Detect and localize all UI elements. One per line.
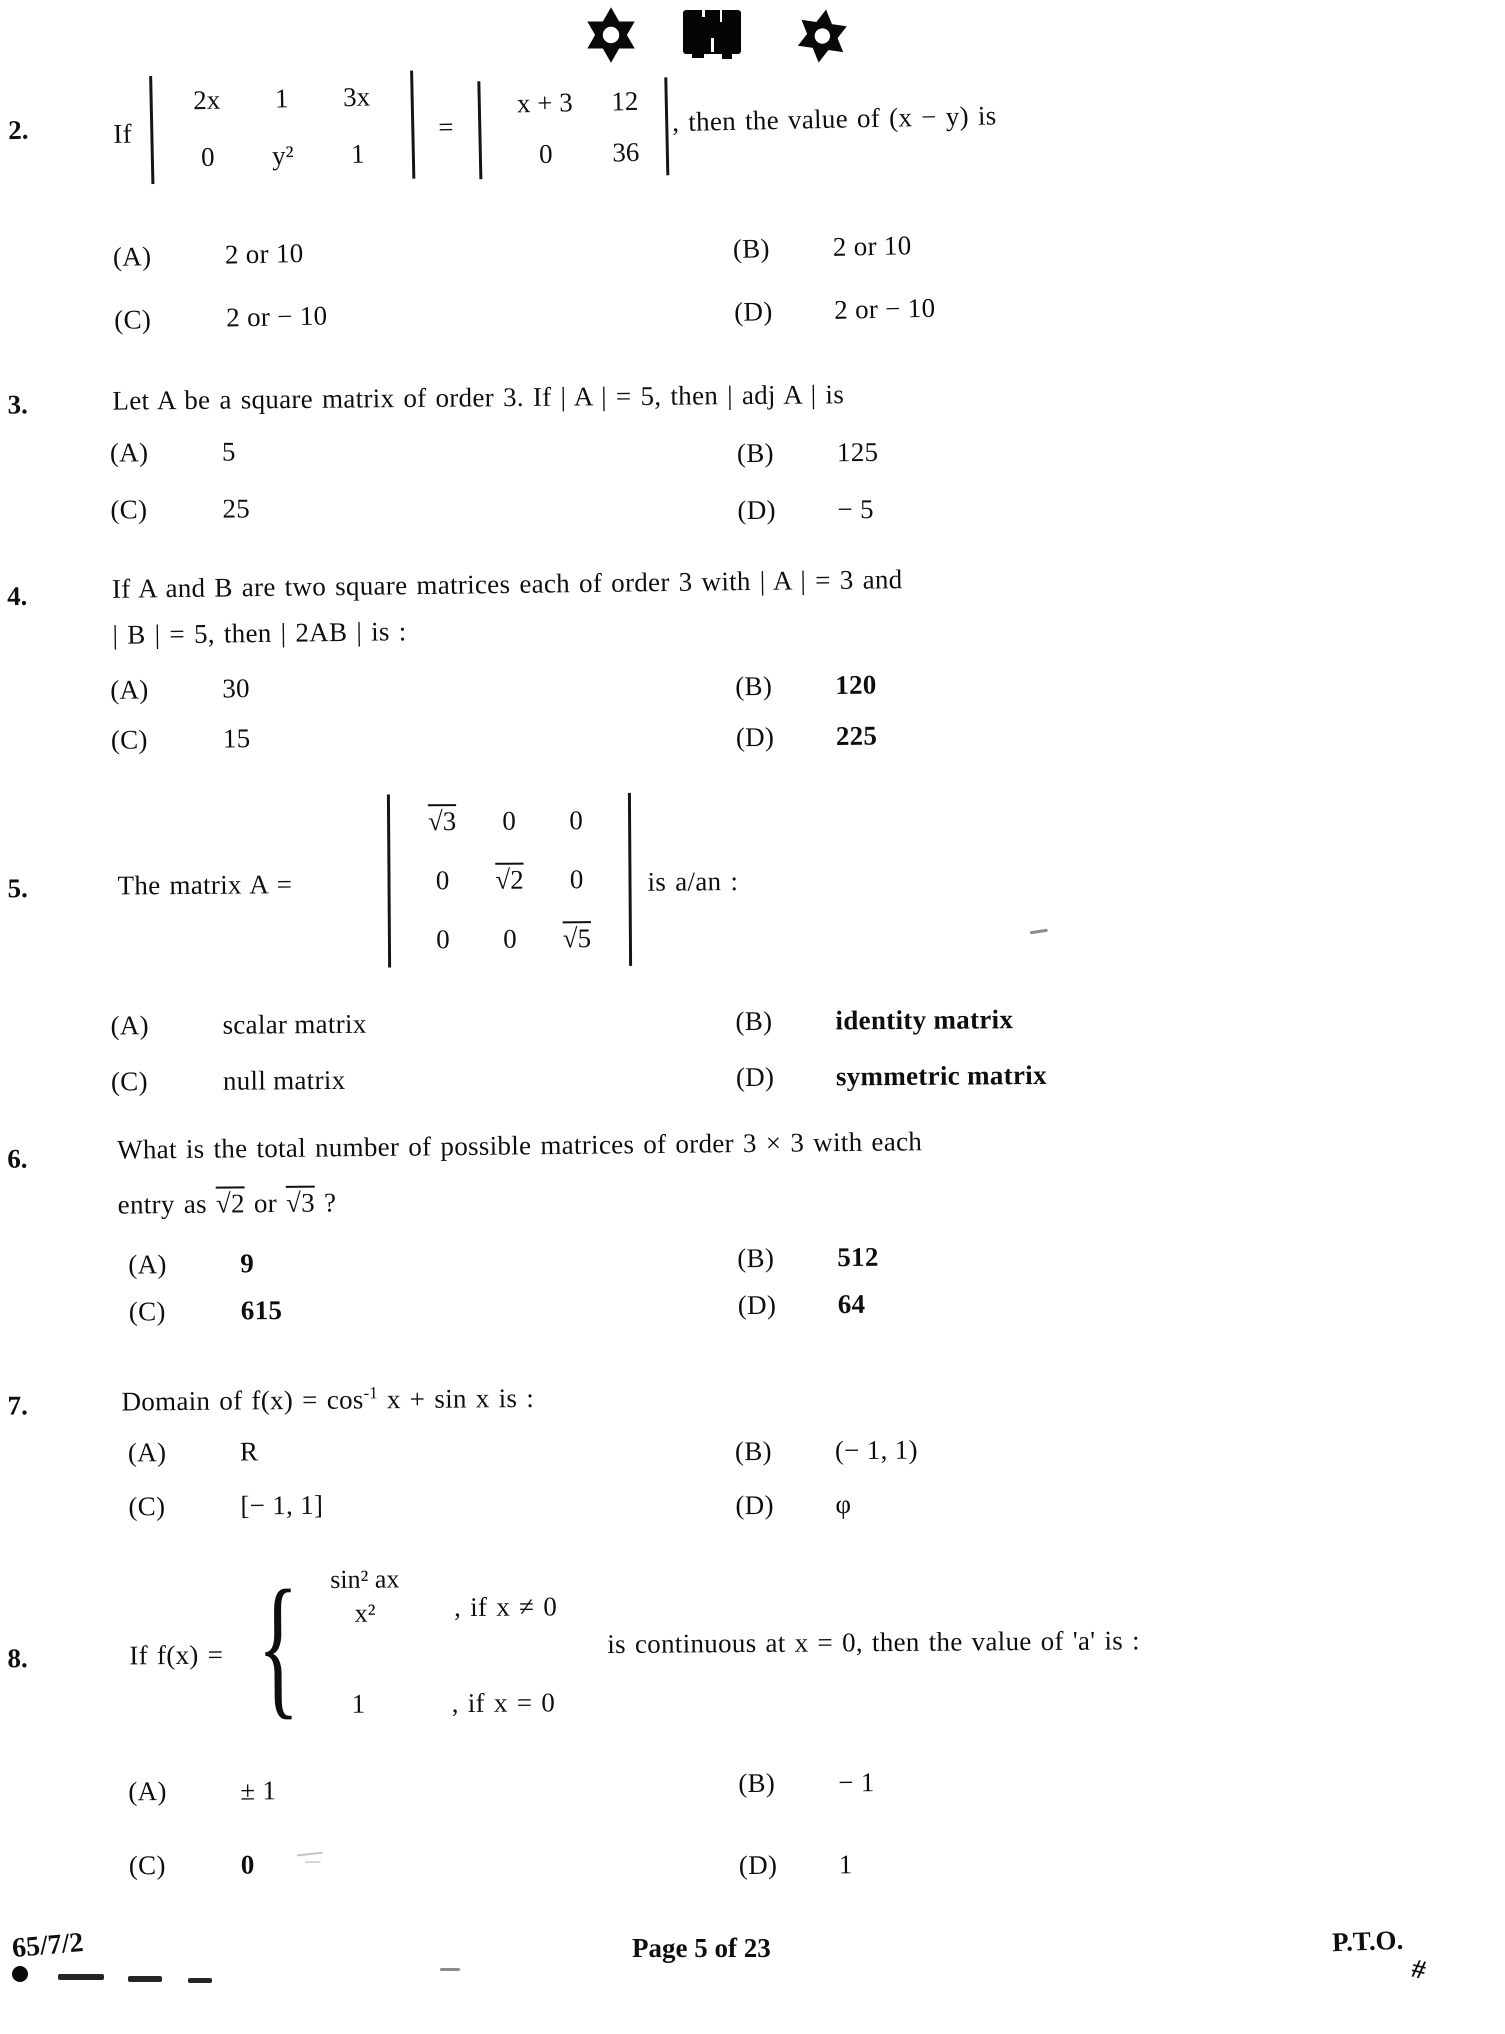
matrix-a xyxy=(387,793,632,968)
option-a xyxy=(128,1436,259,1468)
question-tail-text: is a/an : xyxy=(647,866,739,897)
option-value: identity matrix xyxy=(835,1004,1014,1036)
option-label: (A) xyxy=(109,437,149,468)
matrix-cell: 12 xyxy=(610,85,639,117)
matrix-cell: 0 xyxy=(569,864,584,895)
option-b xyxy=(735,669,877,702)
option-label: (D) xyxy=(738,1849,778,1881)
option-value: ± 1 xyxy=(240,1775,277,1806)
question-text-line1: What is the total number of possible matrices of order 3 × 3 with each xyxy=(116,1126,923,1165)
matrix-cell: 0 xyxy=(435,865,450,896)
option-label: (A) xyxy=(128,1776,167,1807)
case1-fraction xyxy=(295,1564,435,1629)
line2-text: ? xyxy=(323,1187,337,1218)
case2-value: 1 xyxy=(351,1688,366,1719)
option-label: (C) xyxy=(128,1850,166,1881)
matrix-cell: 0 xyxy=(538,138,553,169)
ink-blob-icon xyxy=(680,8,746,65)
option-label: (D) xyxy=(735,1489,774,1521)
option-a xyxy=(110,437,236,469)
option-label: (B) xyxy=(734,1435,772,1467)
matrix-cell: 1 xyxy=(274,83,289,114)
case1-condition: , if x ≠ 0 xyxy=(453,1591,558,1623)
question-tail-text: , then the value of (x − y) is xyxy=(671,100,997,138)
question-number: 6. xyxy=(7,1143,28,1174)
case2-condition: , if x = 0 xyxy=(451,1687,556,1719)
option-c xyxy=(129,1295,283,1328)
option-label: (B) xyxy=(735,670,773,702)
option-value: 15 xyxy=(222,723,251,754)
option-c xyxy=(128,1490,323,1523)
option-label: (D) xyxy=(737,494,776,526)
option-label: (A) xyxy=(110,1010,150,1041)
option-label: (C) xyxy=(113,304,152,335)
paper-code: 65/7/2 xyxy=(10,1926,85,1965)
determinant-left xyxy=(149,71,415,185)
matrix-cell: y² xyxy=(271,140,294,171)
matrix-cell: √5 xyxy=(562,923,592,954)
option-label: (B) xyxy=(736,437,774,469)
question-4 xyxy=(0,553,1505,781)
matrix-cell: x + 3 xyxy=(516,87,573,119)
question-6 xyxy=(0,1114,1505,1345)
question-number: 7. xyxy=(7,1390,28,1421)
question-number: 8. xyxy=(7,1643,28,1674)
matrix-cell: 36 xyxy=(612,136,640,168)
hash-mark: # xyxy=(1408,1952,1430,1986)
option-value: 1 xyxy=(838,1849,853,1880)
option-value: 64 xyxy=(837,1288,866,1320)
question-3 xyxy=(0,371,1505,544)
determinant-right xyxy=(477,77,669,179)
option-value: 9 xyxy=(240,1248,255,1279)
option-value: − 1 xyxy=(838,1767,875,1798)
option-label: (B) xyxy=(732,233,771,264)
option-a xyxy=(110,673,250,706)
option-value: null matrix xyxy=(222,1064,346,1096)
matrix-cell: √2 xyxy=(495,864,524,895)
question-number: 4. xyxy=(6,580,28,612)
underline-dash xyxy=(440,1968,460,1971)
option-value: 30 xyxy=(222,673,251,704)
option-value: 25 xyxy=(222,493,251,524)
option-label: (C) xyxy=(128,1296,166,1327)
option-value: 125 xyxy=(836,436,879,468)
question-number: 5. xyxy=(7,873,28,904)
option-value: 2 or − 10 xyxy=(833,292,936,325)
option-d xyxy=(736,1060,1047,1093)
question-2 xyxy=(0,48,1505,369)
option-value: (− 1, 1) xyxy=(834,1434,918,1466)
question-text: Let A be a square matrix of order 3. If | A | = 5, then | adj A | is xyxy=(112,379,845,416)
matrix-cell: 2x xyxy=(192,84,221,116)
option-label: (B) xyxy=(738,1767,776,1799)
option-c xyxy=(111,1065,346,1098)
text-after-sup: x + sin x is : xyxy=(386,1382,535,1415)
fraction-numerator: sin² ax xyxy=(330,1564,400,1594)
question-text-line2: | B | = 5, then | 2AB | is : xyxy=(112,616,407,650)
option-d xyxy=(734,293,936,328)
matrix-cell: 0 xyxy=(503,923,517,954)
question-5 xyxy=(0,785,1505,1115)
option-d xyxy=(737,494,874,526)
option-value: [− 1, 1] xyxy=(240,1489,324,1521)
option-b xyxy=(737,1242,879,1274)
option-value: 512 xyxy=(837,1241,879,1273)
question-lead-text: If xyxy=(113,118,133,149)
option-value: − 5 xyxy=(837,493,874,525)
option-c xyxy=(111,723,251,756)
option-c xyxy=(110,493,250,525)
option-value: scalar matrix xyxy=(222,1008,367,1040)
option-label: (C) xyxy=(128,1491,166,1522)
pto-label: P.T.O. xyxy=(1331,1924,1404,1958)
page-footer xyxy=(0,1920,1505,2034)
option-value: R xyxy=(239,1436,259,1467)
question-text xyxy=(121,1382,534,1418)
option-label: (C) xyxy=(110,724,148,755)
option-d xyxy=(738,1289,866,1321)
underline-dash xyxy=(58,1974,104,1980)
equals-sign: = xyxy=(437,111,455,143)
option-label: (D) xyxy=(737,1289,777,1321)
matrix-cell: 0 xyxy=(569,805,583,836)
flower-star-icon xyxy=(582,6,640,69)
question-number: 2. xyxy=(7,114,29,146)
option-value: 615 xyxy=(240,1294,283,1326)
option-label: (A) xyxy=(128,1249,167,1280)
ink-dot xyxy=(12,1966,28,1982)
option-value: 2 or 10 xyxy=(832,230,912,262)
option-value: 5 xyxy=(221,436,236,467)
option-b xyxy=(737,437,879,469)
sqrt-3: √3 xyxy=(285,1187,316,1218)
option-b xyxy=(735,1004,1013,1037)
option-label: (D) xyxy=(735,721,775,753)
option-d xyxy=(739,1849,853,1881)
option-a xyxy=(128,1775,276,1807)
text-before-sup: Domain of f(x) = cos xyxy=(121,1384,364,1417)
option-label: (A) xyxy=(110,674,149,705)
matrix-cell: √3 xyxy=(427,806,457,837)
option-b xyxy=(738,1767,875,1799)
underline-dash xyxy=(188,1978,212,1983)
option-value: 225 xyxy=(835,720,878,751)
option-label: (A) xyxy=(112,241,152,272)
option-value: 2 or − 10 xyxy=(225,300,328,333)
option-a xyxy=(110,1009,366,1042)
option-d xyxy=(735,1489,851,1521)
option-d xyxy=(736,720,878,753)
option-b xyxy=(735,1435,918,1468)
option-label: (C) xyxy=(110,494,148,525)
question-7 xyxy=(0,1368,1505,1546)
fraction-denominator: x² xyxy=(354,1598,376,1628)
question-text-line2 xyxy=(118,1187,337,1220)
question-text-line1: If A and B are two square matrices each of order 3 with | A | = 3 and xyxy=(111,564,903,604)
option-label: (D) xyxy=(733,296,773,327)
option-a xyxy=(128,1248,254,1280)
option-c xyxy=(129,1849,255,1881)
question-8 xyxy=(0,1545,1505,1945)
matrix-cell: 0 xyxy=(502,805,516,836)
matrix-cell: 0 xyxy=(200,141,215,173)
option-value: 120 xyxy=(835,669,877,700)
page-number-label: Page 5 of 23 xyxy=(632,1933,771,1963)
option-label: (B) xyxy=(735,1005,773,1037)
question-lead-text: If f(x) = xyxy=(129,1639,224,1671)
option-label: (B) xyxy=(737,1242,775,1274)
option-value: φ xyxy=(835,1489,852,1520)
option-value: 2 or 10 xyxy=(224,237,304,270)
option-b xyxy=(733,230,912,265)
inverse-superscript: -1 xyxy=(363,1383,378,1403)
option-label: (A) xyxy=(127,1437,167,1468)
underline-dash xyxy=(128,1976,162,1982)
stray-mark xyxy=(1030,929,1048,935)
cases-brace: { xyxy=(256,1558,300,1734)
option-a xyxy=(113,238,304,273)
option-c xyxy=(114,300,328,335)
option-value: 0 xyxy=(240,1849,255,1880)
question-lead-text: The matrix A = xyxy=(117,869,293,901)
option-label: (D) xyxy=(735,1061,775,1093)
question-number: 3. xyxy=(7,389,28,420)
matrix-cell: 3x xyxy=(342,81,371,113)
scan-smudge xyxy=(297,1852,323,1857)
scan-smudge xyxy=(305,1861,321,1863)
line2-text: or xyxy=(253,1187,278,1219)
matrix-cell: 0 xyxy=(436,924,450,955)
line2-text: entry as xyxy=(117,1188,207,1220)
option-label: (C) xyxy=(110,1066,148,1097)
question-tail-text: is continuous at x = 0, then the value of 'a' is : xyxy=(607,1625,1141,1660)
sqrt-2: √2 xyxy=(215,1188,245,1219)
matrix-cell: 1 xyxy=(350,138,365,169)
option-value: symmetric matrix xyxy=(835,1059,1047,1092)
